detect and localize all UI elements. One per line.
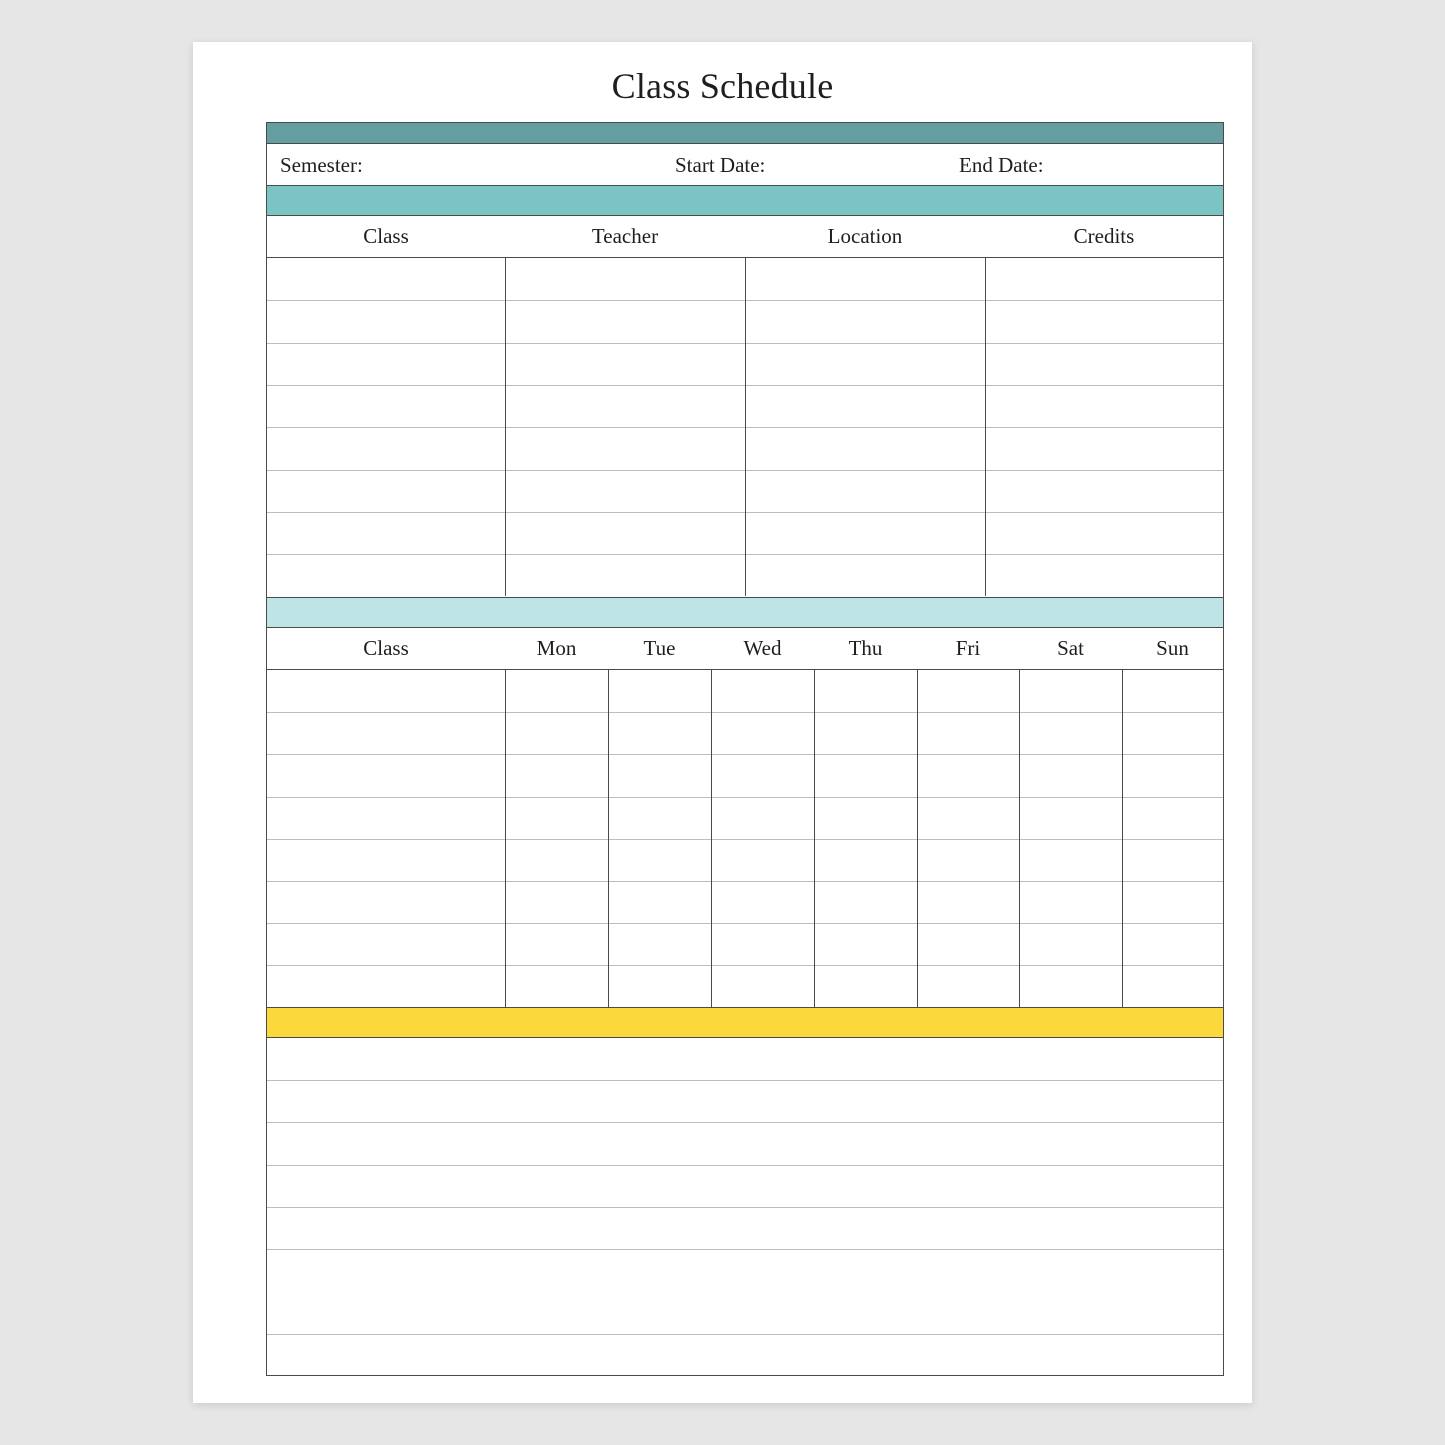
notes-line[interactable] (267, 1080, 1223, 1122)
class-info-cell[interactable] (505, 343, 745, 385)
schedule-form (266, 122, 1224, 1376)
weekly-schedule-row (267, 965, 1223, 1007)
page-title: Class Schedule (611, 66, 834, 106)
weekly-schedule-cell[interactable] (917, 965, 1019, 1007)
weekly-schedule-cell[interactable] (267, 754, 505, 796)
weekly-schedule-cell[interactable] (711, 839, 814, 881)
weekly-schedule-cell[interactable] (1019, 754, 1122, 796)
weekly-schedule-cell[interactable] (814, 923, 917, 965)
weekly-schedule-row (267, 923, 1223, 965)
weekly-schedule-cell[interactable] (1122, 797, 1223, 839)
class-info-cell[interactable] (505, 554, 745, 596)
class-info-cell[interactable] (985, 300, 1223, 342)
column-divider (711, 670, 712, 1008)
notes-area (267, 1038, 1223, 1376)
row-divider (267, 881, 1223, 882)
class-info-cell[interactable] (745, 470, 985, 512)
header-class: Class (363, 224, 409, 248)
semester-info-row (267, 144, 1223, 185)
weekly-schedule-cell[interactable] (505, 965, 608, 1007)
class-info-cell[interactable] (267, 343, 505, 385)
class-info-cell[interactable] (985, 554, 1223, 596)
weekly-schedule-cell[interactable] (711, 881, 814, 923)
weekly-schedule-cell[interactable] (505, 839, 608, 881)
weekly-schedule-cell[interactable] (505, 923, 608, 965)
weekly-schedule-cell[interactable] (711, 797, 814, 839)
weekly-schedule-cell[interactable] (711, 965, 814, 1007)
weekly-schedule-cell[interactable] (608, 923, 711, 965)
weekly-schedule-cell[interactable] (1122, 881, 1223, 923)
weekly-schedule-cell[interactable] (267, 923, 505, 965)
weekly-schedule-cell[interactable] (711, 923, 814, 965)
notes-line[interactable] (267, 1334, 1223, 1376)
class-info-cell[interactable] (505, 385, 745, 427)
weekly-schedule-row (267, 712, 1223, 754)
column-divider (917, 670, 918, 1008)
weekly-schedule-cell[interactable] (267, 712, 505, 754)
weekly-schedule-cell[interactable] (1019, 839, 1122, 881)
weekly-schedule-cell[interactable] (505, 754, 608, 796)
weekly-schedule-cell[interactable] (1122, 712, 1223, 754)
class-info-cell[interactable] (745, 385, 985, 427)
top-color-band (267, 123, 1223, 144)
notes-line[interactable] (267, 1038, 1223, 1080)
weekly-schedule-cell[interactable] (267, 839, 505, 881)
notes-line[interactable] (267, 1165, 1223, 1207)
column-divider (745, 258, 746, 596)
header-fri: Fri (955, 636, 981, 660)
class-info-cell[interactable] (745, 343, 985, 385)
notes-rule (267, 1122, 1223, 1123)
class-info-cell[interactable] (985, 512, 1223, 554)
class-info-cell[interactable] (267, 554, 505, 596)
notes-rule (267, 1249, 1223, 1250)
row-divider (267, 712, 1223, 713)
class-info-cell[interactable] (985, 470, 1223, 512)
header-tue: Tue (643, 636, 676, 660)
notes-rule (267, 1334, 1223, 1335)
weekly-schedule-cell[interactable] (267, 881, 505, 923)
weekly-schedule-cell[interactable] (711, 712, 814, 754)
class-info-cell[interactable] (745, 427, 985, 469)
class-info-cell[interactable] (267, 470, 505, 512)
column-divider (505, 670, 506, 1008)
class-info-cell[interactable] (745, 258, 985, 300)
weekly-schedule-cell[interactable] (1122, 839, 1223, 881)
class-info-cell[interactable] (267, 385, 505, 427)
weekly-schedule-cell[interactable] (608, 797, 711, 839)
notes-line[interactable] (267, 1122, 1223, 1165)
weekly-schedule-cell[interactable] (814, 754, 917, 796)
class-info-cell[interactable] (267, 300, 505, 342)
weekly-schedule-cell[interactable] (505, 881, 608, 923)
weekly-schedule-cell[interactable] (711, 754, 814, 796)
weekly-schedule-cell[interactable] (814, 670, 917, 712)
header-credits: Credits (1073, 224, 1135, 248)
weekly-schedule-row (267, 881, 1223, 923)
column-divider (608, 670, 609, 1008)
weekly-schedule-cell[interactable] (608, 839, 711, 881)
weekly-schedule-cell[interactable] (505, 797, 608, 839)
header-thu: Thu (848, 636, 883, 660)
class-info-cell[interactable] (267, 427, 505, 469)
header-wed: Wed (743, 636, 782, 660)
notes-line[interactable] (267, 1207, 1223, 1249)
header-mon: Mon (536, 636, 577, 660)
class-info-cell[interactable] (505, 427, 745, 469)
weekly-schedule-cell[interactable] (917, 923, 1019, 965)
row-divider (267, 923, 1223, 924)
weekly-schedule-cell[interactable] (608, 712, 711, 754)
weekly-schedule-cell[interactable] (1122, 965, 1223, 1007)
weekly-schedule-cell[interactable] (608, 965, 711, 1007)
class-info-cell[interactable] (267, 512, 505, 554)
end-date-label: End Date: (959, 153, 1044, 177)
column-divider (814, 670, 815, 1008)
class-info-cell[interactable] (745, 554, 985, 596)
column-divider (1122, 670, 1123, 1008)
class-info-header (267, 216, 1223, 258)
class-info-cell[interactable] (505, 300, 745, 342)
weekly-schedule-row (267, 797, 1223, 839)
class-info-cell[interactable] (985, 427, 1223, 469)
weekly-schedule-cell[interactable] (711, 670, 814, 712)
column-divider (1019, 670, 1020, 1008)
class-info-cell[interactable] (745, 300, 985, 342)
header-teacher: Teacher (591, 224, 659, 248)
class-info-cell[interactable] (985, 343, 1223, 385)
notes-line[interactable] (267, 1249, 1223, 1334)
weekly-schedule-cell[interactable] (917, 839, 1019, 881)
weekly-schedule-cell[interactable] (608, 881, 711, 923)
weekly-schedule-cell[interactable] (1019, 797, 1122, 839)
weekly-schedule-cell[interactable] (1019, 881, 1122, 923)
weekly-schedule-cell[interactable] (814, 965, 917, 1007)
weekly-schedule-cell[interactable] (1019, 965, 1122, 1007)
weekly-schedule-cell[interactable] (917, 881, 1019, 923)
weekly-schedule-row (267, 754, 1223, 796)
weekly-schedule-cell[interactable] (814, 839, 917, 881)
class-info-cell[interactable] (985, 385, 1223, 427)
weekly-schedule-cell[interactable] (505, 712, 608, 754)
weekly-schedule-cell[interactable] (1019, 923, 1122, 965)
weekly-schedule-cell[interactable] (1122, 754, 1223, 796)
weekly-schedule-cell[interactable] (267, 670, 505, 712)
weekly-schedule-grid (267, 670, 1223, 1007)
column-divider (505, 258, 506, 596)
class-info-cell[interactable] (985, 258, 1223, 300)
header-location: Location (827, 224, 903, 248)
class-info-cell[interactable] (267, 258, 505, 300)
weekly-schedule-cell[interactable] (917, 670, 1019, 712)
weekly-schedule-band (267, 597, 1223, 628)
notes-band (267, 1007, 1223, 1038)
weekly-schedule-cell[interactable] (1019, 670, 1122, 712)
weekly-schedule-cell[interactable] (267, 965, 505, 1007)
class-info-grid (267, 258, 1223, 597)
weekly-schedule-cell[interactable] (917, 712, 1019, 754)
class-info-cell[interactable] (745, 512, 985, 554)
weekly-schedule-cell[interactable] (1122, 670, 1223, 712)
weekly-schedule-cell[interactable] (814, 881, 917, 923)
row-divider (267, 839, 1223, 840)
class-info-band (267, 185, 1223, 216)
row-divider (267, 965, 1223, 966)
header-sun: Sun (1156, 636, 1189, 660)
class-info-cell[interactable] (505, 470, 745, 512)
row-divider (267, 754, 1223, 755)
weekly-schedule-cell[interactable] (608, 670, 711, 712)
weekly-schedule-header (267, 628, 1223, 670)
weekly-schedule-cell[interactable] (608, 754, 711, 796)
weekly-schedule-cell[interactable] (814, 712, 917, 754)
class-info-cell[interactable] (505, 258, 745, 300)
notes-rule (267, 1165, 1223, 1166)
row-divider (267, 797, 1223, 798)
weekly-schedule-cell[interactable] (505, 670, 608, 712)
weekly-schedule-cell[interactable] (267, 797, 505, 839)
weekly-schedule-cell[interactable] (1019, 712, 1122, 754)
weekly-schedule-cell[interactable] (1122, 923, 1223, 965)
weekly-schedule-cell[interactable] (814, 797, 917, 839)
header-weekly-class: Class (363, 636, 409, 660)
weekly-schedule-cell[interactable] (917, 754, 1019, 796)
weekly-schedule-cell[interactable] (917, 797, 1019, 839)
start-date-label: Start Date: (675, 153, 766, 177)
weekly-schedule-row (267, 839, 1223, 881)
notes-rule (267, 1207, 1223, 1208)
notes-rule (267, 1080, 1223, 1081)
column-divider (985, 258, 986, 596)
semester-label: Semester: (280, 153, 363, 177)
header-sat: Sat (1057, 636, 1084, 660)
class-info-cell[interactable] (505, 512, 745, 554)
weekly-schedule-row (267, 670, 1223, 712)
